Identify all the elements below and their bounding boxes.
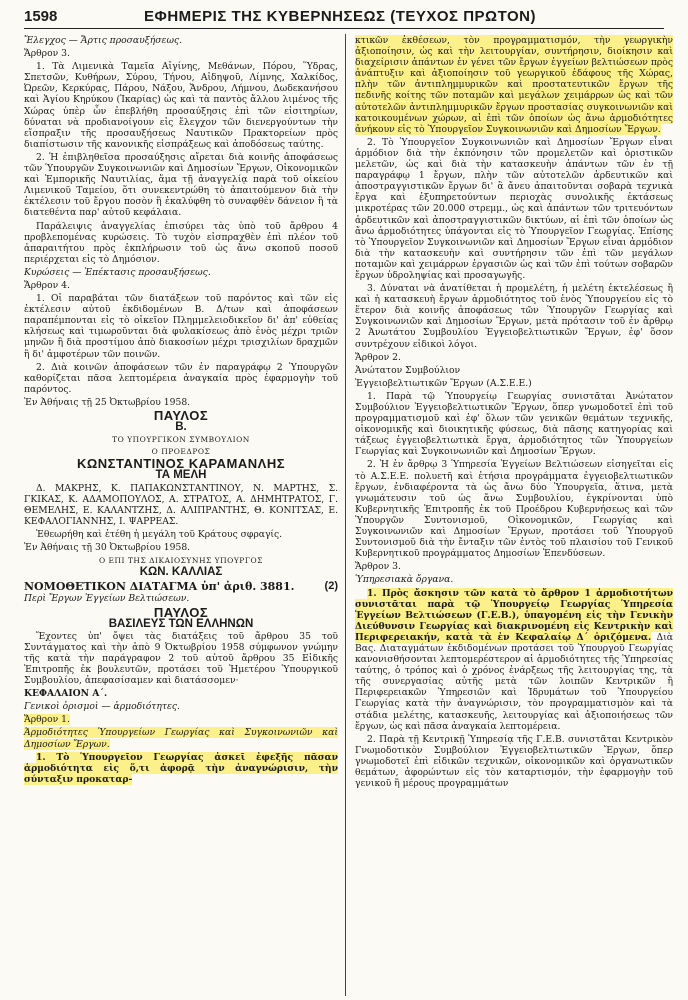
members-label: ΤΑ ΜΕΛΗ [155,469,207,482]
gazette-title: ΕΦΗΜΕΡΙΣ ΤΗΣ ΚΥΒΕΡΝΗΣΕΩΣ (ΤΕΥΧΟΣ ΠΡΩΤΟΝ) [144,8,536,25]
section-caption: Ἔλεγχος — Ἄρτις προσαυξήσεως. [24,35,183,46]
decree-subject: Περὶ Ἔργων Ἐγγείων Βελτιώσεων. [24,593,190,605]
left-column [24,35,338,787]
page-number: 1598 [24,8,58,25]
section-caption: Κυρώσεις — Ἐπέκτασις προσαυξήσεως. [24,266,211,278]
president-label: Ο ΠΡΟΕΔΡΟΣ [151,447,211,457]
king-name: ΠΑΥΛΟΣ [153,408,209,423]
paragraph: 2. Ἡ ἐν ἄρθρῳ 3 Ὑπηρεσία Ἐγγείων Βελτιώσεων εἰσηγεῖται εἰς τὸ Α.Σ.Ε.Ε. πολυετῆ καὶ ἐτήσια προγράμματα ἐγγειοβελτιωτικῶν ἔργων, ἐνδιαφέροντα τὰ ὡς ἄνω δύο Ὑπουργεῖα, ἅτινα, μετὰ γνωμάτευσιν τοῦ ὡς ἄνω Συμβουλίου, ἐγκρίνονται ὑπὸ Κυβερνητικῆς Ἐπιτροπῆς ἐκ τοῦ Προέδρου Κυβερνήσεως καὶ τῶν Ὑπουργῶν Συντονισμοῦ, Οἰκονομικῶν, Γεωργίας καὶ Συγκοινωνιῶν καὶ Δημοσίων Ἔργων, προτάσει τοῦ Ὑπουργοῦ Συντονισμοῦ διὰ τὴν ἔνταξιν τῶν ἐντὸς τοῦ πλαισίου τοῦ Γενικοῦ Κυβερνητικοῦ προγράμματος Δημοσίων Ἐπενδύσεων. [355,459,673,560]
article-subtitle: Ἐγγειοβελτιωτικῶν Ἔργων (Α.Σ.Ε.Ε.) [355,377,532,389]
minister-name: ΚΩΝ. ΚΑΛΛΙΑΣ [139,566,223,579]
paragraph [24,752,338,785]
paragraph: 1. Τὰ Λιμενικὰ Ταμεῖα Αἰγίνης, Μεθάνων, Πόρου, Ὕδρας, Σπετσῶν, Κυθήρων, Σύρου, Τήνου, Αἰδηψοῦ, Λίμνης, Χαλκίδος, Ὠρεῶν, Κερκύρας, Πάρου, Νάξου, Ἄνδρου, Λήμνου, Δωδεκανήσου καὶ Ἁγίου Κηρύκου (Ἰκαρίας) ὡς καὶ τὰ παντὸς ἄλλου λιμένος τῆς Χώρας ὑπὲρ ὧν ἐπεβλήθη προσαύξησις ἐπὶ τῶν εἰσιτηρίων, δύναται νὰ προδιανοίγουν εἰς ἔλεγχον τῶν διενεργούντων τὴν εἴσπραξιν τῆς προσαυξήσεως Ναυτικῶν Πρακτορείων πρὸς διαπίστωσιν τῆς κανονικῆς εἰσπράξεως καὶ ἀποδόσεως ταύτης. [24,61,338,150]
article-heading: Ἄρθρον 3. [355,561,401,573]
article-subtitle-text: Ἁρμοδιότητες Ὑπουργείων Γεωργίας καὶ Συγκοινωνιῶν καὶ Δημοσίων Ἔργων. [24,727,338,750]
president-name: ΚΩΝΣΤΑΝΤΙΝΟΣ ΚΑΡΑΜΑΝΛΗΣ [76,456,286,472]
members-list: Δ. ΜΑΚΡΗΣ, Κ. ΠΑΠΑΚΩΝΣΤΑΝΤΙΝΟΥ, Ν. ΜΑΡΤΗΣ, Σ. ΓΚΙΚΑΣ, Κ. ΑΔΑΜΟΠΟΥΛΟΣ, Α. ΣΤΡΑΤΟΣ, Α. ΔΗΜΗΤΡΑΤΟΣ, Γ. ΘΕΜΕΛΗΣ, Ε. ΚΑΛΑΝΤΖΗΣ, Δ. ΑΛΙΠΡΑΝΤΗΣ, Θ. ΚΟΝΙΤΣΑΣ, Ε. ΚΕΦΑΛΟΓΙΑΝΝΗΣ, Ι. ΨΑΡΡΕΑΣ. [24,482,338,527]
paragraph: 2. Παρὰ τῇ Κεντρικῇ Ὑπηρεσίᾳ τῆς Γ.Ε.Β. συνιστᾶται Κεντρικὸν Γνωμοδοτικὸν Συμβούλιον Ἐγγειοβελτιωτικῶν Ἔργων, ὅπερ γνωμοδοτεῖ ἐπὶ εἰδικῶν τεχνικῶν, οἰκονομικῶν καὶ ὀργανωτικῶν θεμάτων, ἀφορώντων εἰς τὸν καταρτισμόν, τὴν ἐφαρμογὴν τοῦ γενικοῦ ἢ μέρους προγραμμάτων [355,733,673,790]
page-header [24,8,664,28]
article-heading: Ἄρθρον 2. [355,351,401,363]
header-rule [24,28,664,29]
paragraph: Παράλειψις ἀναγγελίας ἐπισύρει τὰς ὑπὸ τοῦ ἄρθρου 4 προβλεπομένας κυρώσεις. Τὸ τυχὸν εἰσπραχθὲν ἐπὶ πλέον τοῦ ἀπαραιτήτου πρὸς ἐκπλήρωσιν τοῦ ὡς ἄνω σκοποῦ ποσοῦ περιέρχεται εἰς τὸ Δημόσιον. [24,220,338,265]
paragraph: 1. Οἱ παραβάται τῶν διατάξεων τοῦ παρόντος καὶ τῶν εἰς ἐκτέλεσιν αὐτοῦ ἐκδιδομένων Β. Δ/των καὶ ἀποφάσεων παραπέμπονται εἰς τὸ οἰκεῖον Πλημμελειοδικεῖον δι' ἀπ' εὐθείας κλήσεως καὶ τιμωροῦνται διὰ φυλακίσεως ἀπὸ ἑνὸς μέχρι τριῶν μηνῶν ἢ διὰ προστίμου ἀπὸ διακοσίων μέχρι τρισχιλίων δραχμῶν ἢ δι' ἀμφοτέρων τῶν ποινῶν. [24,293,338,360]
chapter-heading: ΚΕΦΑΛΑΙΟΝ Α΄. [24,688,108,700]
council-label: ΤΟ ΥΠΟΥΡΓΙΚΟΝ ΣΥΜΒΟΥΛΙΟΝ [112,435,250,445]
paragraph: 2. Ἡ ἐπιβληθεῖσα προσαύξησις αἴρεται διὰ κοινῆς ἀποφάσεως τῶν Ὑπουργῶν Συγκοινωνιῶν καὶ Δημοσίων Ἔργων, Οἰκονομικῶν καὶ Ἐμπορικῆς Ναυτιλίας, ἅμα τῇ ἀναγγελίᾳ παρὰ τοῦ οἰκείου Λιμενικοῦ Ταμείου, ὅτι συνεκεντρώθη τὸ ἀπαιτούμενον διὰ τὴν ἐκτέλεσιν τοῦ ἔργου ποσὸν ἢ ἐκαλύφθη τὸ συναφθὲν δάνειον ἢ τὰ διατεθέντα παρ' αὐτοῦ κεφάλαια. [24,151,338,219]
decree-heading [24,581,338,592]
decree-title: ΝΟΜΟΘΕΤΙΚΟΝ ΔΙΑΤΑΓΜΑ ὑπ' ἀριθ. 3881. [24,580,295,594]
article-subtitle: Ὑπηρεσιακὰ ὄργανα. [355,574,454,586]
date-line: Ἐν Ἀθήναις τῇ 25 Ὀκτωβρίου 1958. [24,396,191,408]
preamble: Ἔχοντες ὑπ' ὄψει τὰς διατάξεις τοῦ ἄρθρου 35 τοῦ Συντάγματος καὶ τὴν ἀπὸ 9 Ὀκτωβρίου 1958 σύμφωνον γνώμην τῆς κατὰ τὴν παράγραφον 2 τοῦ αὐτοῦ ἄρθρου 35 Εἰδικῆς Ἐπιτροπῆς ἐκ βουλευτῶν, προτάσει τοῦ Ἡμετέρου Ὑπουργικοῦ Συμβουλίου, ἀπεφασίσαμεν καὶ διατάσσομεν· [24,630,338,687]
paragraph: 2. Τὸ Ὑπουργεῖον Συγκοινωνιῶν καὶ Δημοσίων Ἔργων εἶναι ἁρμόδιον διὰ τὴν ἐκπόνησιν τῶν προμελετῶν καὶ ὁριστικῶν μελετῶν, ὡς καὶ διὰ τὴν κατασκευὴν ἁπάντων τῶν ἐν τῇ παραγράφῳ 1 ἔργων, πλὴν τῶν αὐτοτελῶν ἀρδευτικῶν καὶ ἀποστραγγιστικῶν ἔργων δι' ἃ ἄνευ ἀπαιτοῦνται σοβαρὰ τεχνικὰ ἔργα καὶ ἐξυπηρετούντων περιοχὰς συνολικῆς ἐκτάσεως μικροτέρας τῶν 20.000 στρεμμ., ὡς καὶ ἁπάντων τῶν τριτευόντων ἀρδευτικῶν καὶ ἀποστραγγιστικῶν δικτύων, αἱ ἐπὶ τῶν ὁποίων ὡς ἄνω ἁρμοδιότητες ὑπάγονται εἰς τὸ Ὑπουργεῖον Γεωργίας. Ἐπίσης τὸ Ὑπουργεῖον Συγκοινωνιῶν καὶ Δημοσίων Ἔργων εἶναι ἁρμόδιον διὰ τὴν κατασκευὴν καὶ συντήρησιν τῶν ἐπὶ τῶν μεγάλων ποταμῶν καὶ χειμάρρων ἐργασιῶν ὡς καὶ τῶν ἐπὶ τούτων σοβαρῶν ἔργων ὑδροληψίας καὶ προσαγωγῆς. [355,136,673,281]
article-subtitle: Ἀνώτατον Συμβούλιον [355,364,461,376]
article-heading: Ἄρθρον 4. [24,279,70,291]
column-divider [345,34,346,996]
article-subtitle [24,727,338,749]
paragraph-continuation: Διὰ Βας. Διαταγμάτων ἐκδιδομένων προτάσει τοῦ Ὑπουργοῦ Γεωργίας κανονισθήσονται λεπτομερέστερον αἱ ἁρμοδιότητες τῆς Ὑπηρεσίας ταύτης, ὁ τρόπος καὶ ὁ χρόνος ἐνάρξεως τῆς λειτουργίας της, τὰ τῆς συνεργασίας αὐτῆς μετὰ τῶν λοιπῶν Κεντρικῶν ἢ Περιφερειακῶν Ὑπηρεσιῶν καὶ Ἱδρυμάτων τοῦ Ὑπουργείου Γεωργίας κατὰ τὴν ἀναγνώρισιν, τὸν προγραμματισμὸν καὶ τὰ στάδια μελέτης, κατασκευῆς, λειτουργίας καὶ ἀξιοποιήσεως τῶν ἔργων, ὡς καὶ πᾶσα ἀναγκαία λεπτομέρεια. [355,631,673,732]
seal-note: Ἐθεωρήθη καὶ ἐτέθη ἡ μεγάλη τοῦ Κράτους σφραγίς. [36,528,283,540]
right-column [355,35,673,791]
highlighted-text: κτικῶν ἐκθέσεων, τὸν προγραμματισμόν, τὴν γεωργικὴν ἀξιοποίησιν, ὡς καὶ τὴν λειτουργίαν, συντήρησιν, διοίκησιν καὶ διαχείρισιν ἁπάντων ἐν γένει τῶν ἔργων ἐγγείων βελτιώσεων πρὸς ἀνάπτυξιν καὶ ἀξιοποίησιν τοῦ γεωργικοῦ ἐδάφους τῆς Χώρας, πλὴν τῶν ἀντιπλημμυρικῶν καὶ προστατευτικῶν ἔργων τῆς πεδινῆς κοίτης τῶν ποταμῶν καὶ μεγάλων χειμάρρων ὡς καὶ τῶν αὐτοτελῶν ἀντιπλημμυρικῶν ἔργων προστασίας συγκοινωνιῶν καὶ κατοικουμένων χώρων, αἱ ἐπὶ τῶν ὁποίων ὡς ἄνω ἁρμοδιότητες ἀνήκουν εἰς τὸ Ὑπουργεῖον Συγκοινωνιῶν καὶ Δημοσίων Ἔργων. [355,35,673,135]
minister-label: Ο ΕΠΙ ΤΗΣ ΔΙΚΑΙΟΣΥΝΗΣ ΥΠΟΥΡΓΟΣ [99,556,263,566]
highlighted-text: 1. Τὸ Ὑπουργεῖον Γεωργίας ἀσκεῖ ἐφεξῆς πᾶσαν ἁρμοδιότητα εἰς ὅ,τι ἀφορᾷ τὴν ἀναγνώρισιν, τὴν σύνταξιν προκαταρ- [24,751,338,785]
article-heading-text: Ἄρθρον 1. [24,714,70,726]
paragraph [355,35,673,135]
paragraph: 3. Δύναται νὰ ἀνατίθεται ἡ προμελέτη, ἡ μελέτη ἐκτελέσεως ἢ καὶ ἡ κατασκευὴ ἔργων ἁρμοδιότητος τοῦ ἑνὸς Ὑπουργείου εἰς τὸ ἕτερον διὰ κοινῆς ἀποφάσεως τῶν Ὑπουργῶν Γεωργίας καὶ Συγκοινωνιῶν καὶ Δημοσίων Ἔργων, μετὰ πρότασιν τοῦ ἐν ἄρθρῳ 2 Ἀνωτάτου Συμβουλίου Ἐγγειοβελτιωτικῶν Ἔργων, ἐφ' ὅσον συντρέχουν εἰδικοὶ λόγοι. [355,283,673,350]
highlighted-text: 1. Πρὸς ἄσκησιν τῶν κατὰ τὸ ἄρθρον 1 ἁρμοδιοτήτων συνιστᾶται παρὰ τῷ Ὑπουργείῳ Γεωργίας Ὑπηρεσία Ἐγγείων Βελτιώσεων (Γ.Ε.Β.), ὑπαγομένη εἰς τὴν Γενικὴν Διεύθυνσιν Γεωργίας καὶ διακρινομένη εἰς Κεντρικὴν καὶ Περιφερειακήν, κατὰ τὰ ἐν Κεφαλαίῳ Δ΄ ὁριζόμενα. [355,587,673,643]
king-title: Β. [175,421,187,434]
king-title: ΒΑΣΙΛΕΥΣ ΤΩΝ ΕΛΛΗΝΩΝ [108,617,254,630]
king-name: ΠΑΥΛΟΣ [153,604,209,620]
article-heading: Ἄρθρον 3. [24,48,70,60]
paragraph: 1. Παρὰ τῷ Ὑπουργείῳ Γεωργίας συνιστᾶται Ἀνώτατον Συμβούλιον Ἐγγειοβελτιωτικῶν Ἔργων, ὅπερ γνωμοδοτεῖ ἐπὶ τοῦ προγραμματισμοῦ καὶ ἐφ' ὅλων τῶν γενικῶν θεμάτων τεχνικῆς, οἰκονομικῆς καὶ διοικητικῆς φύσεως, διὰ πᾶσης κατηγορίας καὶ τάξεως ἐγγειοβελτιωτικὰ ἔργα, ἁρμοδιότητος τῶν Ὑπουργείων Γεωργίας καὶ Συγκοινωνιῶν καὶ Δημοσίων Ἔργων. [355,390,673,458]
article-heading [24,714,338,725]
decree-number-badge: (2) [324,580,338,593]
date-line: Ἐν Ἀθήναις τῇ 30 Ὀκτωβρίου 1958. [24,542,191,554]
paragraph [355,588,673,732]
paragraph: 2. Διὰ κοινῶν ἀποφάσεων τῶν ἐν παραγράφῳ 2 Ὑπουργῶν καθορίζεται πᾶσα λεπτομέρεια ἀναγκαία πρὸς ἐφαρμογὴν τοῦ παρόντος. [24,361,338,395]
chapter-subtitle: Γενικοὶ ὁρισμοὶ — ἁρμοδιότητες. [24,701,180,713]
